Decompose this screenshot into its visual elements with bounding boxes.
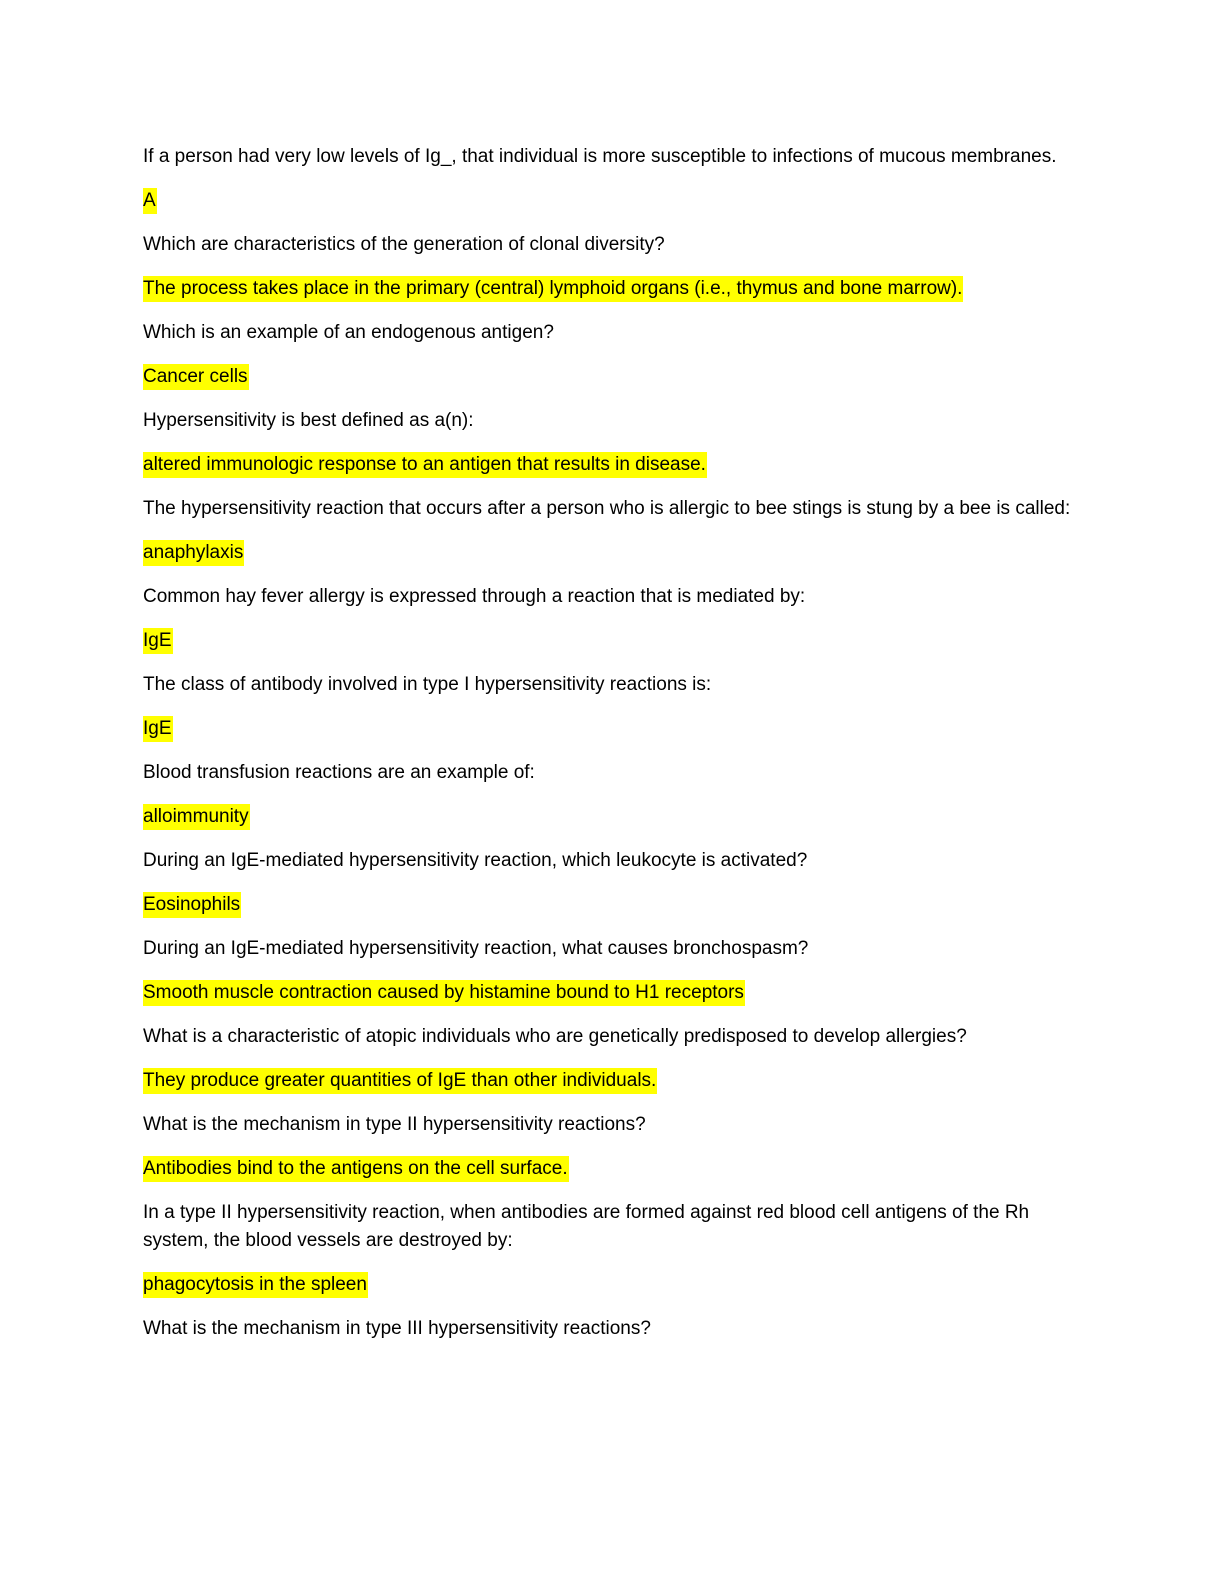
- question-text: During an IgE-mediated hypersensitivity reaction, which leukocyte is activated?: [143, 850, 808, 871]
- answer-line: [143, 275, 1078, 303]
- answer-highlight: IgE: [143, 716, 173, 742]
- answer-line: [143, 1067, 1078, 1095]
- answer-line: [143, 979, 1078, 1007]
- question-text: If a person had very low levels of Ig_, that individual is more susceptible to infections of mucous membranes.: [143, 146, 1057, 167]
- answer-highlight: A: [143, 188, 157, 214]
- answer-highlight: anaphylaxis: [143, 540, 244, 566]
- answer-highlight: They produce greater quantities of IgE than other individuals.: [143, 1068, 657, 1094]
- answer-line: [143, 187, 1078, 215]
- question-text: During an IgE-mediated hypersensitivity reaction, what causes bronchospasm?: [143, 938, 809, 959]
- answer-highlight: Smooth muscle contraction caused by histamine bound to H1 receptors: [143, 980, 745, 1006]
- answer-line: [143, 627, 1078, 655]
- question-text: Blood transfusion reactions are an example of:: [143, 762, 535, 783]
- question-text: What is the mechanism in type II hypersensitivity reactions?: [143, 1114, 646, 1135]
- answer-highlight: Eosinophils: [143, 892, 241, 918]
- question-text: Hypersensitivity is best defined as a(n):: [143, 410, 474, 431]
- document-page: [143, 143, 1078, 1359]
- answer-line: [143, 715, 1078, 743]
- answer-line: [143, 1155, 1078, 1183]
- answer-highlight: Antibodies bind to the antigens on the cell surface.: [143, 1156, 569, 1182]
- answer-highlight: phagocytosis in the spleen: [143, 1272, 368, 1298]
- answer-line: [143, 803, 1078, 831]
- question-text: Which is an example of an endogenous antigen?: [143, 322, 554, 343]
- question-text: In a type II hypersensitivity reaction, when antibodies are formed against red blood cell antigens of the Rh system, the blood vessels are destroyed by:: [143, 1202, 1030, 1251]
- answer-highlight: altered immunologic response to an antigen that results in disease.: [143, 452, 707, 478]
- question-text: The class of antibody involved in type I hypersensitivity reactions is:: [143, 674, 712, 695]
- question-text: Common hay fever allergy is expressed through a reaction that is mediated by:: [143, 586, 806, 607]
- question-text: The hypersensitivity reaction that occurs after a person who is allergic to bee stings is stung by a bee is called:: [143, 498, 1071, 519]
- answer-highlight: The process takes place in the primary (central) lymphoid organs (i.e., thymus and bone marrow).: [143, 276, 963, 302]
- answer-line: [143, 891, 1078, 919]
- answer-highlight: IgE: [143, 628, 173, 654]
- question-text: Which are characteristics of the generation of clonal diversity?: [143, 234, 665, 255]
- question-text: What is the mechanism in type III hypersensitivity reactions?: [143, 1318, 651, 1339]
- answer-highlight: Cancer cells: [143, 364, 249, 390]
- answer-line: [143, 451, 1078, 479]
- answer-line: [143, 1271, 1078, 1299]
- question-text: What is a characteristic of atopic individuals who are genetically predisposed to develop allergies?: [143, 1026, 967, 1047]
- answer-line: [143, 363, 1078, 391]
- answer-highlight: alloimmunity: [143, 804, 250, 830]
- answer-line: [143, 539, 1078, 567]
